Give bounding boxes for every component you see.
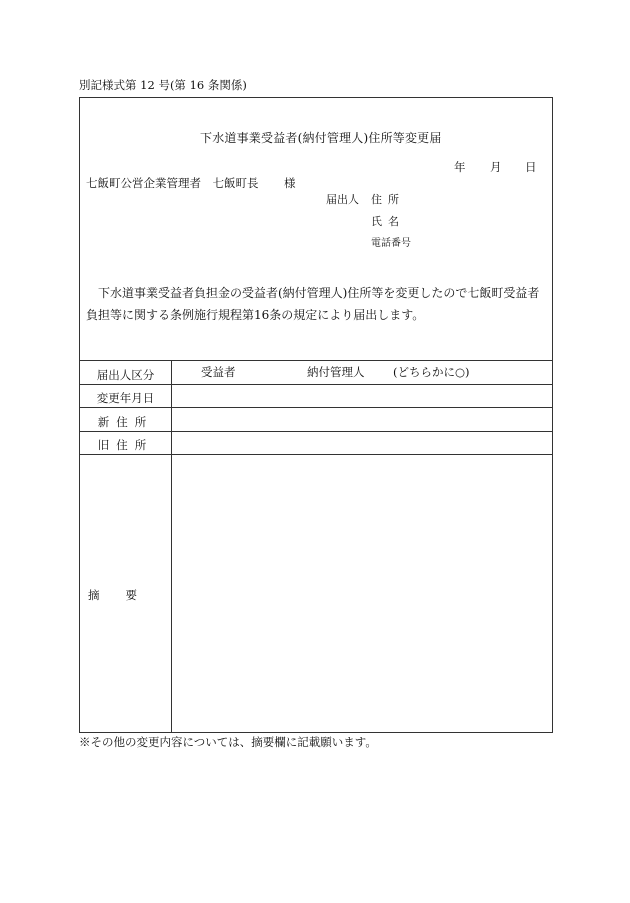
form-reference: 別記様式第 12 号(第 16 条関係) (79, 78, 247, 92)
option-instruction: (どちらかに○) (393, 365, 470, 379)
declaration-text: 下水道事業受益者負担金の受益者(納付管理人)住所等を変更したので七飯町受益者負担等に関する条例施行規程第16条の規定により届出します。 (86, 286, 540, 322)
table-column-divider (171, 360, 172, 733)
table-top-rule (79, 360, 553, 361)
table-row-divider (79, 454, 553, 455)
date-year-label: 年 (454, 160, 466, 174)
notifier-address-label: 住所 (371, 193, 405, 206)
row-label-old-address: 旧住所 (97, 438, 154, 452)
table-row-divider (79, 431, 553, 432)
row-label-new-address: 新住所 (97, 415, 154, 429)
notifier-name-label: 氏名 (371, 215, 405, 228)
row-label-remarks: 摘要 (88, 588, 163, 602)
table-row-divider (79, 407, 553, 408)
row-label-notifier-category: 届出人区分 (96, 368, 155, 382)
row-label-change-date: 変更年月日 (96, 391, 155, 405)
option-beneficiary: 受益者 (201, 365, 236, 379)
form-title: 下水道事業受益者(納付管理人)住所等変更届 (200, 131, 442, 145)
notifier-phone-label: 電話番号 (371, 238, 411, 249)
date-day-label: 日 (525, 160, 537, 174)
option-payment-manager: 納付管理人 (307, 365, 365, 379)
notifier-label: 届出人 (326, 193, 359, 206)
footnote: ※その他の変更内容については、摘要欄に記載願います。 (79, 735, 377, 749)
table-row-divider (79, 384, 553, 385)
honorific: 様 (284, 176, 296, 190)
addressee: 七飯町公営企業管理者 七飯町長 (86, 176, 259, 190)
date-month-label: 月 (490, 160, 502, 174)
